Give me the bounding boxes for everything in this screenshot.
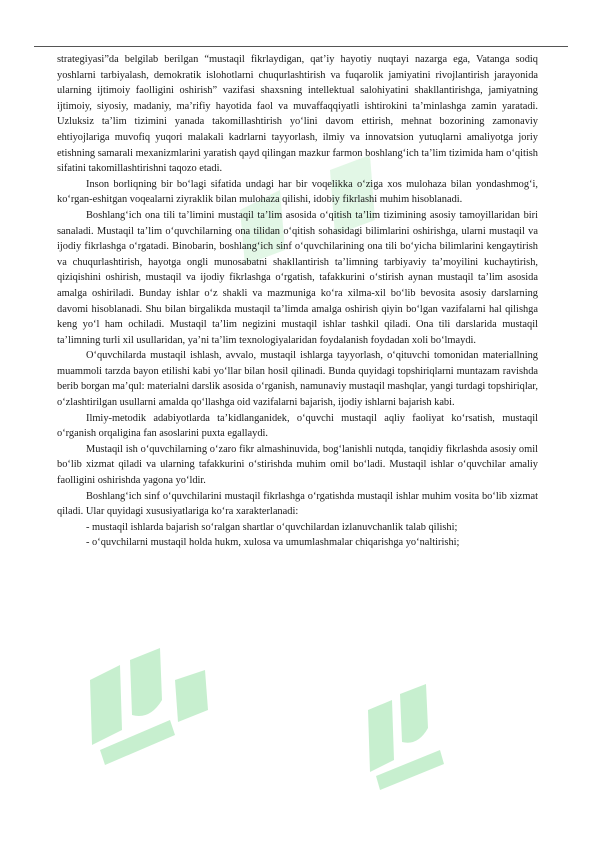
header-rule bbox=[34, 46, 568, 47]
watermark-logo-icon bbox=[80, 640, 220, 790]
paragraph: Ilmiy-metodik adabiyotlarda ta’kidlanganidek, o‘quvchi mustaqil aqliy faoliyat ko‘rsatish, mustaqil o‘rganish orqaligina fan asoslarini puxta egallaydi. bbox=[57, 412, 538, 440]
list-item: - o‘quvchilarni mustaqil holda hukm, xulosa va umumlashmalar chiqarishga yo‘naltirishi; bbox=[86, 537, 460, 549]
document-body bbox=[57, 52, 538, 551]
watermark-logo-icon bbox=[360, 680, 470, 800]
paragraph: strategiyasi”da belgilab berilgan “mustaqil fikrlaydigan, qat’iy hayotiy nuqtayi nazarga ega, Vatanga sodiq yoshlarni tarbiyalash, demokratik islohotlarni chuqurlashtirish va fuqarolik jamiyatini rivojlantirish jarayonida ularning ijtimoiy faolligini oshirish” vazifasi shaxsning intellektual salohiyatini shakllantirishga, jamiyatning ijtimoiy, siyosiy, madaniy, ma’rifiy hayotida faol va muvaffaqqiyatli ishtirokini ta’minlashga zamin yaratadi. Uzluksiz ta’lim tizimini yanada takomillashtirish yo‘lini davom ettirish, mehnat bozorining zamonaviy ehtiyojlariga muvofiq yuqori malakali kadrlarni tayyorlash, ilmiy va innovatsion yutuqlarni amaliyotga joriy etishning samarali mexanizmlarini yaratish qayd qilingan mazkur farmon boshlang‘ich ta’lim tizimida ham o‘qitish sifatini takomillashtirishni taqozo etadi. bbox=[57, 54, 538, 175]
paragraph: Boshlang‘ich sinf o‘quvchilarini mustaqil fikrlashga o‘rgatishda mustaqil ishlar muhim vosita bo‘lib xizmat qiladi. Ular quyidagi xususiyatlariga ko‘ra xarakterlanadi: bbox=[57, 490, 538, 518]
paragraph: Mustaqil ish o‘quvchilarning o‘zaro fikr almashinuvida, bog‘lanishli nutqda, tanqidiy fikrlashda asosiy omil bo‘lib xizmat qiladi va ularning tafakkurini o‘stirishda muhim omil bo‘ladi. Mustaqil ishlar o‘quvchilar amaliy faolligini oshirishda yagona yo‘ldir. bbox=[57, 443, 538, 487]
paragraph: Inson borliqning bir bo‘lagi sifatida undagi har bir voqelikka o‘ziga xos mulohaza bilan yondashmog‘i, ko‘rgan-eshitgan voqealarni ziyraklik bilan mulohaza qilishi, idobiy fikrlashi muhim hisoblanadi. bbox=[57, 178, 538, 206]
paragraph: O‘quvchilarda mustaqil ishlash, avvalo, mustaqil ishlarga tayyorlash, o‘qituvchi tomonidan materiallning muammoli tarzda bayon etilishi kabi yo‘llar bilan hosil qilinadi. Bunda quyidagi topshiriqlarni muntazam ravishda berib borgan ma’qul: materialni darslik asosida o‘rganish, namunaviy mustaqil mashqlar, yangi turdagi topshiriqlar, o‘zlashtirilgan usullarni amalda qo‘llashga oid vazifalarni bajarish, ijodiy ishlarni bajarish kabi. bbox=[57, 350, 538, 409]
paragraph: Boshlang‘ich ona tili ta’limini mustaqil ta’lim asosida o‘qitish ta’lim tizimining asosiy tamoyillaridan biri sanaladi. Mustaqil ta’lim o‘quvchilarning ona tilidan o‘qitish sohasidagi bilimlarini oshirishga, ularni mustaqil va ijodiy fikrlashga o‘rgatadi. Binobarin, boshlang‘ich sinf o‘quvchilarining ona tili bo‘yicha bilimlarini kengaytirish va chuqurlashtirish, hayotga ongli munosabatni shakllantirish ta’limning tarbiyaviy ta’moyilini kuchaytirish, qiziqishini oshirish, mustaqil va ijodiy fikrlashga o‘rgatish, tafakkurini o‘stirish aynan mustaqil ta’lim asosida amalga oshiriladi. Bunday ishlar o‘z shakli va mazmuniga ko‘ra xilma-xil bo‘lib bevosita asosiy darslarning davomi hisoblanadi. Shu bilan birgalikda mustaqil ta’limda amalga oshirish qiyin bo‘lgan vazifalarni hal qilishga keng yo‘l ham ochiladi. Mustaqil ta’lim negizini mustaqil ishlar tashkil qiladi. Ona tili darslarida mustaqil ta’limning turli xil usullaridan, ya’ni ta’lim texnologiyalaridan foydalanish foydadan xoli bo‘lmaydi. bbox=[57, 209, 538, 346]
list-item: - mustaqil ishlarda bajarish so‘ralgan shartlar o‘quvchilardan izlanuvchanlik talab qilishi; bbox=[86, 521, 458, 533]
